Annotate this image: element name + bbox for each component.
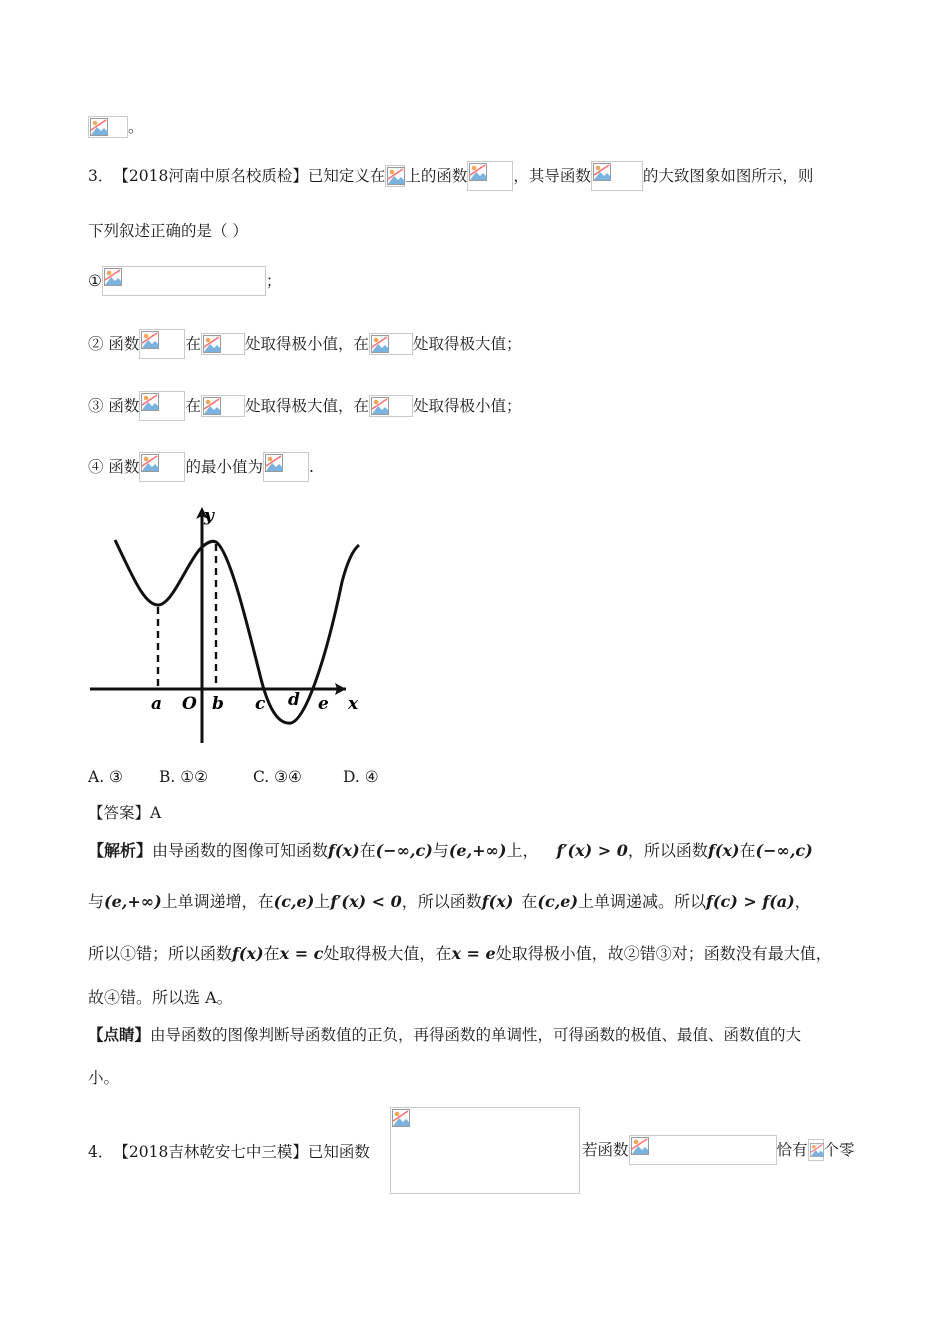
text: 上单调递增，在 [161, 891, 274, 911]
choices [88, 765, 379, 788]
statement-3 [88, 391, 521, 421]
choice-d: D. ④ [343, 768, 379, 786]
label-c: c [255, 694, 266, 714]
text: 上， [506, 840, 539, 860]
text: ③ 函数 [88, 397, 140, 415]
text: 处取得极大值，在 [244, 397, 369, 415]
x-label: x [348, 694, 359, 714]
broken-image-icon [141, 331, 159, 349]
answer [88, 801, 161, 824]
text: ，所以函数 [627, 840, 708, 860]
broken-image-icon [631, 1137, 649, 1155]
broken-image-icon [392, 1109, 410, 1127]
comment-line-2 [88, 1066, 119, 1089]
question-source: 【2018河南中原名校质检】 [113, 167, 308, 185]
comment-label: 【点睛】 [88, 1025, 151, 1044]
formula-image [139, 452, 185, 482]
text: 下列叙述正确的是（ ） [88, 222, 248, 240]
analysis-line-4 [88, 986, 233, 1009]
formula-image [201, 333, 245, 355]
analysis-line-1 [88, 839, 813, 862]
math: (e,+∞) [104, 891, 162, 911]
text: 若函数 [582, 1141, 629, 1159]
formula-image [102, 266, 266, 296]
text: 在 [185, 335, 201, 353]
y-label: y [204, 506, 214, 526]
text: 在 [185, 397, 201, 415]
text: 处取得极大值； [412, 335, 522, 353]
math: (c,e) [537, 891, 579, 911]
text: ，所以函数 [401, 891, 482, 911]
label-a: a [151, 694, 163, 714]
broken-image-icon [593, 163, 611, 181]
q3-line-2 [88, 219, 248, 242]
text: 在 [263, 943, 280, 963]
broken-image-icon [469, 163, 487, 181]
broken-image-icon [90, 118, 108, 136]
formula-image [629, 1135, 777, 1165]
text: ④ 函数 [88, 458, 140, 476]
statement-1 [88, 266, 281, 296]
statement-2 [88, 329, 521, 359]
broken-image-icon [810, 1141, 824, 1159]
derivative-graph [88, 503, 373, 748]
text: ② 函数 [88, 335, 140, 353]
question-source: 【2018吉林乾安七中三模】 [113, 1143, 308, 1161]
label-b: b [212, 694, 224, 714]
answer-value: A [150, 804, 162, 822]
choice-a: A. ③ [88, 768, 123, 786]
text: ① [88, 272, 102, 290]
formula-image [591, 161, 643, 191]
period: 。 [128, 118, 144, 136]
analysis-line-2 [88, 890, 811, 913]
line-0 [88, 115, 144, 138]
comment-line-1 [88, 1023, 801, 1046]
text: 处取得极大值，在 [323, 943, 452, 963]
text: 上的函数 [405, 167, 468, 185]
math: f′(x) > 0 [556, 840, 628, 860]
choice-b: B. ①② [159, 768, 209, 786]
analysis-label: 【解析】 [88, 840, 153, 860]
label-e: e [318, 694, 329, 714]
broken-image-icon [141, 454, 159, 472]
broken-image-icon [104, 268, 122, 286]
text: 已知函数 [307, 1143, 370, 1161]
text: . [308, 458, 314, 476]
formula-image [369, 395, 413, 417]
formula-image [201, 395, 245, 417]
math: x = c [279, 943, 324, 963]
text: 的大致图象如图所示，则 [642, 167, 814, 185]
text: 在 [521, 891, 538, 911]
q3-line-1 [88, 161, 813, 191]
math: f(x) [481, 891, 514, 911]
math: f(x) [707, 840, 740, 860]
text: 已知定义在 [307, 167, 386, 185]
q4-line-1-right [582, 1135, 855, 1165]
formula-image [385, 165, 405, 187]
answer-label: 【答案】 [88, 804, 151, 822]
text: 在 [739, 840, 756, 860]
text: 上单调递减。所以 [578, 891, 707, 911]
text: ，其导函数 [513, 167, 591, 185]
text: 小。 [88, 1069, 120, 1087]
formula-image [808, 1139, 824, 1161]
math: f(x) [328, 840, 360, 860]
math: (−∞,c) [375, 840, 433, 860]
math: (c,e) [273, 891, 315, 911]
label-o: O [182, 694, 197, 714]
choice-c: C. ③④ [253, 768, 302, 786]
formula-image [263, 452, 309, 482]
question-number: 3． [88, 167, 114, 185]
math: (−∞,c) [755, 840, 813, 860]
math: f′(x) < 0 [330, 891, 402, 911]
math: x = e [451, 943, 496, 963]
text: 处取得极小值，故②错③对；函数没有最大值， [495, 943, 832, 963]
formula-image [139, 391, 185, 421]
math: f(x) [232, 943, 264, 963]
q4-line-1 [88, 1140, 370, 1163]
text: 处取得极小值； [412, 397, 522, 415]
formula-image [139, 329, 185, 359]
formula-image [467, 161, 513, 191]
broken-image-icon [387, 167, 405, 185]
text: 故④错。所以选 A。 [88, 987, 233, 1007]
text: 个零 [823, 1141, 855, 1159]
question-number: 4． [88, 1143, 114, 1161]
math: f(c) > f(a) [706, 891, 795, 911]
broken-image-icon [371, 397, 389, 415]
formula-image [369, 333, 413, 355]
text: ， [794, 891, 811, 911]
analysis-line-3 [88, 942, 832, 965]
text: 由导函数的图像可知函数 [152, 840, 329, 860]
broken-image-icon [203, 397, 221, 415]
text: 在 [359, 840, 376, 860]
text: 由导函数的图像判断导函数值的正负，再得函数的单调性，可得函数的极值、最值、函数值的大 [150, 1026, 802, 1044]
text: ； [265, 272, 282, 290]
broken-image-icon [265, 454, 283, 472]
text: 与 [432, 840, 449, 860]
text: 处取得极小值，在 [244, 335, 369, 353]
formula-image [88, 116, 128, 138]
text: 所以①错；所以函数 [88, 943, 233, 963]
formula-image [390, 1107, 580, 1194]
broken-image-icon [203, 335, 221, 353]
text: 的最小值为 [185, 458, 263, 476]
label-d: d [288, 690, 300, 710]
statement-4 [88, 452, 314, 482]
text: 上 [314, 891, 331, 911]
broken-image-icon [371, 335, 389, 353]
text: 与 [88, 891, 105, 911]
text: 恰有 [776, 1141, 808, 1159]
math: (e,+∞) [448, 840, 507, 860]
broken-image-icon [141, 393, 159, 411]
